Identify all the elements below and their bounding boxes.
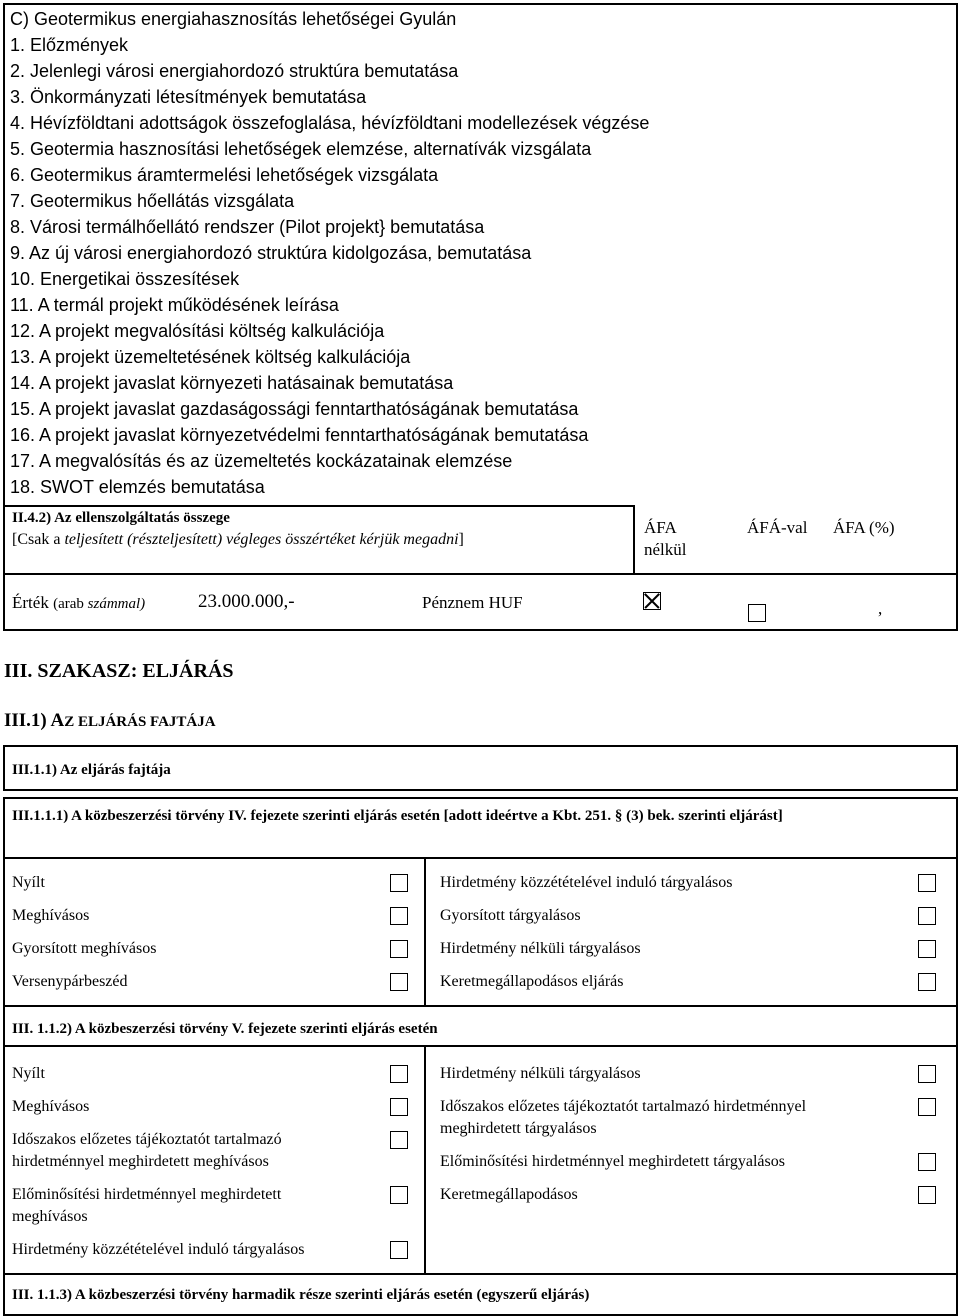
section-c-item: 7. Geotermikus hőellátás vizsgálata bbox=[10, 191, 295, 211]
section-c-item: 2. Jelenlegi városi energiahordozó struktúra bemutatása bbox=[10, 61, 459, 81]
kbt-v-options-divider bbox=[424, 1045, 426, 1275]
section-c-item: 6. Geotermikus áramtermelési lehetőségek vizsgálata bbox=[10, 165, 439, 185]
procedure-option-checkbox[interactable] bbox=[918, 1186, 936, 1204]
procedure-option-checkbox[interactable] bbox=[918, 1065, 936, 1083]
procedure-option-label: Gyorsított meghívásos bbox=[12, 940, 157, 957]
afa-column-divider bbox=[633, 505, 635, 575]
procedure-option-label: Időszakos előzetes tájékoztatót tartalmazó hirdetménnyel meghirdetett tárgyalásos bbox=[440, 1098, 807, 1137]
afa-nelkul-checkbox[interactable] bbox=[643, 592, 661, 610]
procedure-option-checkbox[interactable] bbox=[390, 940, 408, 958]
section-c-item: 1. Előzmények bbox=[10, 35, 129, 55]
procedure-option-checkbox[interactable] bbox=[390, 1065, 408, 1083]
procedure-option-label: Meghívásos bbox=[12, 1098, 90, 1115]
section-c-item: 17. A megvalósítás és az üzemeltetés kockázatainak elemzése bbox=[10, 451, 513, 471]
section-c-item: 4. Hévízföldtani adottságok összefoglalása, hévízföldtani modellezések végzése bbox=[10, 113, 650, 133]
procedure-option-label: Hirdetmény közzétételével induló tárgyalásos bbox=[12, 1241, 305, 1258]
section-c-item: 11. A termál projekt működésének leírása bbox=[10, 295, 339, 315]
procedure-option-label: Előminősítési hirdetménnyel meghirdetett meghívásos bbox=[12, 1186, 282, 1225]
currency: Pénznem HUF bbox=[422, 593, 523, 612]
procedure-option-label: Keretmegállapodásos eljárás bbox=[440, 973, 624, 990]
note-close: ] bbox=[458, 531, 464, 548]
subtitle-prefix: III.1) A bbox=[4, 710, 65, 731]
procedure-option-checkbox[interactable] bbox=[390, 1098, 408, 1116]
section-c-item: 18. SWOT elemzés bemutatása bbox=[10, 477, 265, 497]
kbt-iv-options-divider bbox=[424, 857, 426, 1007]
procedure-option-label: Gyorsított tárgyalásos bbox=[440, 907, 581, 924]
section-iii-title: III. SZAKASZ: ELJÁRÁS bbox=[4, 660, 234, 682]
value-label bbox=[12, 592, 145, 615]
procedure-option-checkbox[interactable] bbox=[390, 1241, 408, 1259]
value-label-small: (arab bbox=[53, 596, 88, 612]
section-c-item: 15. A projekt javaslat gazdaságossági fenntarthatóságának bemutatása bbox=[10, 399, 579, 419]
procedure-option-label: Versenypárbeszéd bbox=[12, 973, 128, 990]
col-afa-nelkul: ÁFA nélkül bbox=[644, 518, 687, 559]
note-italic: teljesített (részteljesített) végleges összértéket kérjük megadni bbox=[64, 531, 459, 548]
procedure-option-checkbox[interactable] bbox=[918, 1098, 936, 1116]
simple-procedure-title: III. 1.1.3) A közbeszerzési törvény harmadik része szerinti eljárás esetén (egyszerű eljárás) bbox=[12, 1287, 590, 1303]
section-c-title: C) Geotermikus energiahasznosítás lehetőségei Gyulán bbox=[10, 9, 457, 29]
col-afa-val: ÁFÁ-val bbox=[747, 518, 808, 537]
procedure-option-label: Keretmegállapodásos bbox=[440, 1186, 578, 1203]
procedure-option-label: Hirdetmény közzétételével induló tárgyalásos bbox=[440, 874, 733, 891]
section-c-item: 10. Energetikai összesítések bbox=[10, 269, 240, 289]
procedure-option-checkbox[interactable] bbox=[390, 907, 408, 925]
kbt-iv-title: III.1.1.1) A közbeszerzési törvény IV. fejezete szerinti eljárás esetén [adott ideértve a Kbt. 251. § (3) bek. szerinti eljárást] bbox=[12, 808, 783, 824]
section-c-item: 3. Önkormányzati létesítmények bemutatása bbox=[10, 87, 367, 107]
afa-val-checkbox[interactable] bbox=[748, 604, 766, 622]
section-c-item: 9. Az új városi energiahordozó struktúra kidolgozása, bemutatása bbox=[10, 243, 532, 263]
procedure-option-checkbox[interactable] bbox=[918, 874, 936, 892]
section-c-item: 5. Geotermia hasznosítási lehetőségek elemzése, alternatívák vizsgálata bbox=[10, 139, 592, 159]
procedure-option-label: Hirdetmény nélküli tárgyalásos bbox=[440, 1065, 641, 1082]
note-open: [Csak a bbox=[12, 531, 65, 548]
procedure-option-label: Időszakos előzetes tájékoztatót tartalmazó hirdetménnyel meghirdetett meghívásos bbox=[12, 1131, 282, 1170]
procedure-option-checkbox[interactable] bbox=[918, 907, 936, 925]
procedure-option-label: Nyílt bbox=[12, 874, 45, 891]
col-afa-pct: ÁFA (%) bbox=[833, 518, 895, 537]
value-label-text: Érték bbox=[12, 593, 54, 612]
subtitle-rest: Z ELJÁRÁS FAJTÁJA bbox=[64, 714, 216, 730]
procedure-option-label: Meghívásos bbox=[12, 907, 90, 924]
section-c-item: 12. A projekt megvalósítási költség kalkulációja bbox=[10, 321, 385, 341]
procedure-option-checkbox[interactable] bbox=[390, 874, 408, 892]
procedure-option-label: Hirdetmény nélküli tárgyalásos bbox=[440, 940, 641, 957]
procedure-option-checkbox[interactable] bbox=[390, 973, 408, 991]
section-c-item: 16. A projekt javaslat környezetvédelmi fenntarthatóságának bemutatása bbox=[10, 425, 589, 445]
section-c-item: 14. A projekt javaslat környezeti hatásainak bemutatása bbox=[10, 373, 454, 393]
procedure-type-title: III.1.1) Az eljárás fajtája bbox=[12, 762, 171, 778]
procedure-option-checkbox[interactable] bbox=[918, 973, 936, 991]
value-label-italic: számmal) bbox=[87, 596, 146, 612]
value-amount: 23.000.000,- bbox=[198, 591, 295, 612]
procedure-option-checkbox[interactable] bbox=[918, 940, 936, 958]
kbt-v-title: III. 1.1.2) A közbeszerzési törvény V. fejezete szerinti eljárás esetén bbox=[12, 1021, 438, 1037]
procedure-option-checkbox[interactable] bbox=[390, 1131, 408, 1149]
section-c-item: 8. Városi termálhőellátó rendszer (Pilot projekt} bemutatása bbox=[10, 217, 485, 237]
procedure-option-label: Nyílt bbox=[12, 1065, 45, 1082]
afa-pct-suffix: , bbox=[878, 599, 883, 618]
procedure-option-label: Előminősítési hirdetménnyel meghirdetett tárgyalásos bbox=[440, 1153, 785, 1170]
consideration-bottom-divider bbox=[3, 573, 958, 575]
procedure-option-checkbox[interactable] bbox=[918, 1153, 936, 1171]
procedure-option-checkbox[interactable] bbox=[390, 1186, 408, 1204]
consideration-note bbox=[12, 529, 464, 551]
consideration-heading: II.4.2) Az ellenszolgáltatás összege bbox=[12, 510, 230, 526]
section-c-item: 13. A projekt üzemeltetésének költség kalkulációja bbox=[10, 347, 411, 367]
section-iii-subtitle bbox=[4, 710, 216, 733]
